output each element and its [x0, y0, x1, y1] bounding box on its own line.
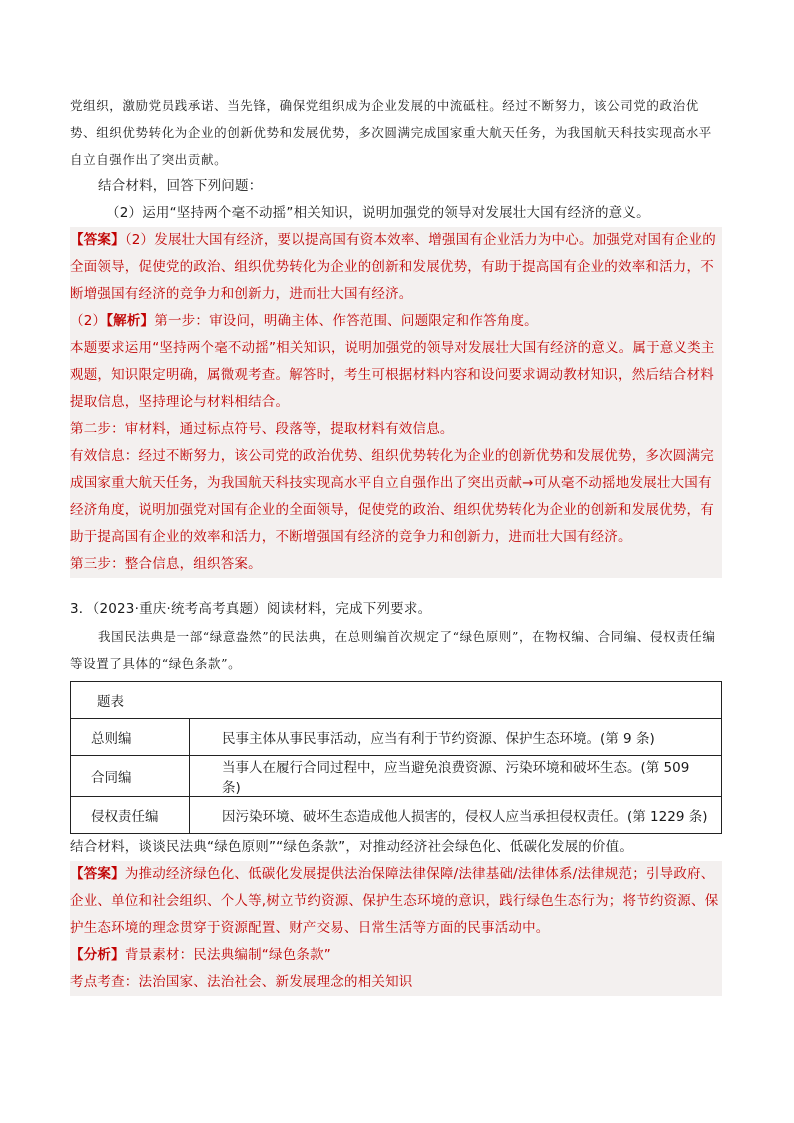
civil-code-table [70, 681, 722, 834]
analysis-3-text: 背景素材：民法典编制“绿色条款” [124, 947, 331, 963]
table-cell-text: 当事人在履行合同过程中，应当避免浪费资源、污染环境和破坏生态。(第 509 条) [190, 756, 722, 797]
answer-tag: 【答案】 [70, 232, 125, 248]
table-cell-name: 侵权责任编 [71, 797, 190, 834]
analysis-step1-text: 第一步：审设问，明确主体、作答范围、问题限定和作答角度。 [154, 313, 538, 329]
table-cell-text: 民事主体从事民事活动，应当有利于节约资源、保护生态环境。(第 9 条) [190, 719, 722, 756]
answer-2 [70, 227, 722, 308]
table-cell-name: 总则编 [71, 719, 190, 756]
table-title: 题表 [71, 682, 722, 719]
answer-3-text: 为推动经济绿色化、低碳化发展提供法治保障法律保障/法律基础/法律体系/法律规范；引导政府、企业、单位和社会组织、个人等,树立节约资源、保护生态环境的意识，践行绿色生态行为；将节约资源、保护生态环境的理念贯穿于资源配置、财产交易、日常生活等方面的民事活动中。 [70, 866, 719, 936]
analysis-tag: 【解析】 [106, 313, 155, 329]
table-row [71, 719, 722, 756]
question-2: （2）运用“坚持两个毫不动摇”相关知识，说明加强党的领导对发展壮大国有经济的意义。 [106, 205, 650, 221]
analysis-tag: 【分析】 [70, 947, 125, 963]
document-page [70, 92, 722, 996]
analysis-step3: 第三步：整合信息，组织答案。 [70, 556, 262, 572]
answer-3-block [70, 861, 722, 996]
analysis-3 [70, 942, 722, 969]
question-3-material: 我国民法典是一部“绿意盎然”的民法典，在总则编首次规定了“绿色原则”，在物权编、合同编、侵权责任编等设置了具体的“绿色条款”。 [70, 629, 716, 671]
answer-analysis-block [70, 227, 722, 578]
analysis-3-points: 考点考查：法治国家、法治社会、新发展理念的相关知识 [70, 974, 413, 990]
table-cell-text: 因污染环境、破坏生态造成他人损害的，侵权人应当承担侵权责任。(第 1229 条) [190, 797, 722, 834]
question-3-header: 3．（2023·重庆·统考高考真题）阅读材料，完成下列要求。 [70, 601, 432, 617]
analysis-step1 [70, 308, 722, 335]
analysis-step2: 第二步：审材料，通过标点符号、段落等，提取材料有效信息。 [70, 421, 454, 437]
answer-3 [70, 861, 722, 942]
answer-text: （2）发展壮大国有经济，要以提高国有资本效率、增强国有企业活力为中心。加强党对国有企业的全面领导，促使党的政治、组织优势转化为企业的创新和发展优势，有助于提高国有企业的效率和活力，不断增强国有经济的竞争力和创新力，进而壮大国有经济。 [70, 232, 716, 302]
table-row [71, 756, 722, 797]
answer-tag: 【答案】 [70, 866, 125, 882]
analysis-info: 有效信息：经过不断努力，该公司党的政治优势、组织优势转化为企业的创新优势和发展优势，多次圆满完成国家重大航天任务，为我国航天科技实现高水平自立自强作出了突出贡献→可从毫不动摇地发展壮大国有经济角度，说明加强党对国有企业的全面领导，促使党的政治、组织优势转化为企业的创新和发展优势，有助于提高国有企业的效率和活力，不断增强国有经济的竞争力和创新力，进而壮大国有经济。 [70, 448, 714, 545]
instruction-text: 结合材料，回答下列问题： [98, 178, 263, 194]
analysis-prefix: （2） [70, 313, 107, 329]
table-row [71, 797, 722, 834]
question-3: 结合材料，谈谈民法典“绿色原则”“绿色条款”，对推动经济社会绿色化、低碳化发展的价值。 [70, 839, 634, 855]
material-text: 党组织，激励党员践承诺、当先锋，确保党组织成为企业发展的中流砥柱。经过不断努力，该公司党的政治优势、组织优势转化为企业的创新优势和发展优势，多次圆满完成国家重大航天任务，为我国航天科技实现高水平自立自强作出了突出贡献。 [70, 98, 712, 167]
table-title-row [71, 682, 722, 719]
analysis-body: 本题要求运用“坚持两个毫不动摇”相关知识，说明加强党的领导对发展壮大国有经济的意义。属于意义类主观题，知识限定明确，属微观考查。解答时，考生可根据材料内容和设问要求调动教材知识，然后结合材料提取信息，坚持理论与材料相结合。 [70, 340, 715, 410]
table-cell-name: 合同编 [71, 756, 190, 797]
